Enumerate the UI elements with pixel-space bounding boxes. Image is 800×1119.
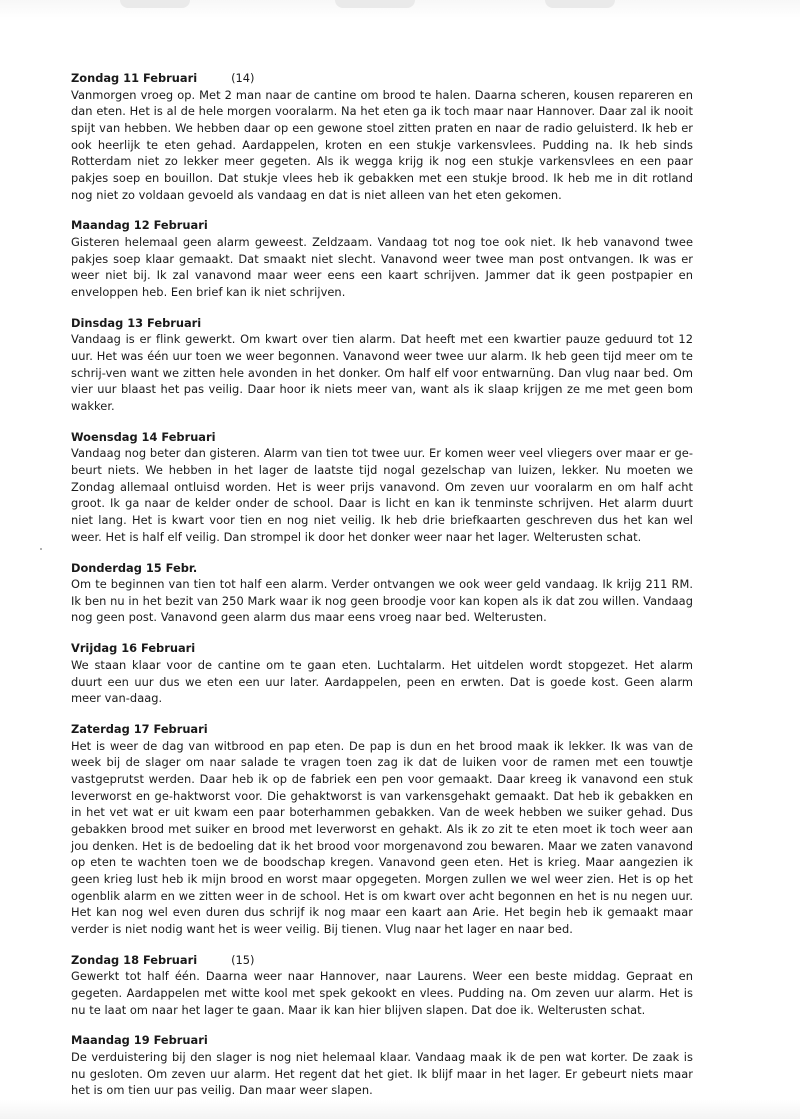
entry-body: Vandaag is er flink gewerkt. Om kwart over tien alarm. Dat heeft met een kwartier pauze geduurd tot 12 uur. Het was één uur toen we weer begonnen. Vanavond weer twee uur alarm. Ik heb geen tijd meer om te schrij-ven want we zitten hele avonden in het donker. Om half elf voor entwarnüng. Dan vlug naar bed. Om vier uur blaast het pas veilig. Daar hoor ik niets meer van, want als ik slaap krijgen ze me met geen bom wakker. [71,332,693,413]
entry-date: Maandag 19 Februari [71,1033,208,1048]
entry-body: Vanmorgen vroeg op. Met 2 man naar de cantine om brood te halen. Daarna scheren, kousen repareren en dan eten. Het is al de hele morgen vooralarm. Na het eten ga ik toch maar naar Hannover. Daar zal ik nooit spijt van hebben. We hebben daar op een gewone stoel zitten praten en naar de radio geluisterd. Ik heb er ook heerlijk te eten gehad. Aardappelen, kroten en een stukje varkensvlees. Pudding na. Ik heb sinds Rotterdam niet zo lekker meer gegeten. Als ik wegga krijg ik nog een stukje varkensvlees en een paar pakjes soep en bouillon. Dat stukje vlees heb ik gebakken met een stukje brood. Ik heb me in dit rotland nog niet zo voldaan gevoeld als vandaag en dat is niet alleen van het eten gekomen. [71,87,693,202]
entry-date: Zaterdag 17 Februari [71,722,208,737]
page-number: (14) [231,71,255,85]
diary-entry [71,315,693,415]
diary-entry [71,70,693,203]
scan-smudge [545,0,615,8]
entry-body: We staan klaar voor de cantine om te gaan eten. Luchtalarm. Het uitdelen wordt stopgezet. Het alarm duurt een uur dus we eten een uur later. Aardappelen, peen en erwten. Dat is goede kost. Geen alarm meer van-daag. [71,657,693,706]
scan-smudge [335,0,415,8]
entry-body: Gewerkt tot half één. Daarna weer naar Hannover, naar Laurens. Weer een beste middag. Gepraat en gegeten. Aardappelen met witte kool met spek gekookt en vlees. Pudding na. Om zeven uur alarm. Het is nu te laat om naar het lager te gaan. Maar ik kan hier blijven slapen. Dat doe ik. Welterusten schat. [71,969,693,1017]
entry-body: Om te beginnen van tien tot half een alarm. Verder ontvangen we ook weer geld vandaag. Ik krijg 211 RM. Ik ben nu in het bezit van 250 Mark waar ik nog geen broodje voor kan kopen als ik dat zou willen. Vandaag nog geen post. Vanavond geen alarm dus maar eens vroeg naar bed. Welterusten. [71,577,693,625]
entry-body: Het is weer de dag van witbrood en pap eten. De pap is dun en het brood maak ik lekker. Ik was van de week bij de slager om naar salade te vragen toen zag ik dat de luiken voor de ramen met een touwtje vastgeprutst werden. Daar heb ik op de fabriek een pen voor gemaakt. Daar kreeg ik vanavond een stuk leverworst en ge-haktworst voor. Die gehaktworst is van varkensgehakt gemaakt. Dat heb ik gebakken en in het vet wat er uit kwam een paar boterhammen gebakken. Van de week hebben we suiker gehad. Dus gebakken brood met suiker en brood met leverworst en gehakt. Als ik zo zit te eten moet ik toch weer aan jou denken. Het is de bedoeling dat ik het brood voor morgenavond zou bewaren. Maar we zaten vanavond op eten te wachten toen we de boodschap kregen. Vanavond geen eten. Het is krieg. Maar aangezien ik geen krieg lust heb ik mijn brood en worst maar opgegeten. Morgen zullen we wel weer zien. Het is op het ogenblik alarm en we zitten weer in de school. Het is om kwart over acht begonnen en het is nu negen uur. Het kan nog wel even duren dus schrijf ik nog maar een kaart aan Arie. Het begin heb ik gemaakt maar verder is niet nodig want het is weer veilig. Bij tienen. Vlug naar het lager en naar bed. [71,738,693,936]
entry-body: De verduistering bij den slager is nog niet helemaal klaar. Vandaag maak ik de pen wat korter. De zaak is nu gesloten. Om zeven uur alarm. Het regent dat het giet. Ik blijf maar in het lager. Er gebeurt niets maar het is om tien uur pas veilig. Dan maar weer slapen. [71,1050,693,1098]
entry-date: Zondag 18 Februari [71,952,198,967]
entry-date: Zondag 11 Februari [71,71,198,85]
entry-body: Vandaag nog beter dan gisteren. Alarm van tien tot twee uur. Er komen weer veel vliegers over maar er ge-beurt niets. We hebben in het lager de laatste tijd nogal gezelschap van luizen, lekker. Nu moeten we Zondag allemaal ontluisd worden. Het is weer prijs vanavond. Om zeven uur vooralarm en om half acht groot. Ik ga naar de kelder onder de school. Daar is licht en kan ik tenminste schrijven. Het alarm duurt niet lang. Het is kwart voor tien en nog niet veilig. Ik heb drie briefkaarten geschreven dus het kan wel weer. Het is half elf veilig. Dan strompel ik door het donker weer naar het lager. Welterusten schat. [71,446,693,544]
diary-entry [71,560,693,627]
entry-date: Maandag 12 Februari [71,218,208,233]
diary-text [71,70,693,1113]
diary-entry [71,429,693,546]
scan-smudge [120,0,190,8]
scan-speck [40,548,42,550]
diary-entry [71,952,693,1019]
page-number: (15) [231,952,255,967]
entry-date: Dinsdag 13 Februari [71,315,202,330]
diary-entry [71,217,693,300]
entry-body: Gisteren helemaal geen alarm geweest. Zeldzaam. Vandaag tot nog toe ook niet. Ik heb vanavond twee pakjes soep klaar gemaakt. Dat smaakt niet slecht. Vanavond weer twee man post ontvangen. Ik was er weer niet bij. Ik zal vanavond maar weer eens een kaart schrijven. Jammer dat ik geen postpapier en enveloppen heb. Een brief kan ik niet schrijven. [71,234,693,299]
entry-date: Vrijdag 16 Februari [71,641,196,656]
diary-entry [71,1032,693,1099]
entry-date: Woensdag 14 Februari [71,429,216,444]
entry-date: Donderdag 15 Febr. [71,560,198,575]
diary-entry [71,721,693,937]
diary-entry [71,640,693,707]
